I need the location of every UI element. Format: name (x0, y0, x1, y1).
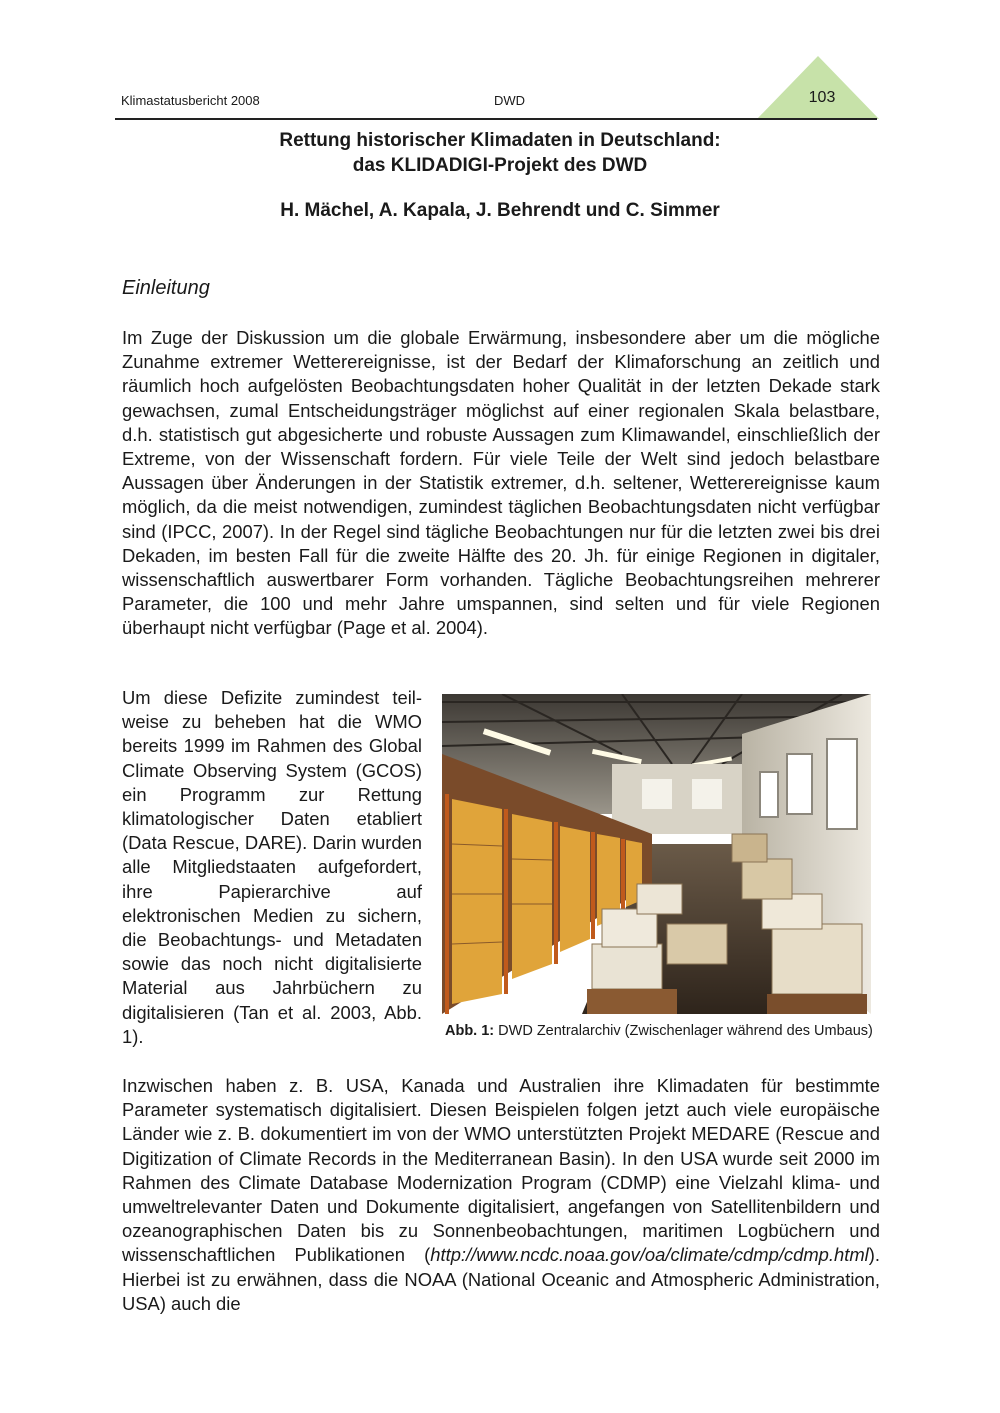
archive-photo (442, 694, 871, 1014)
cdmp-link[interactable]: http://www.ncdc.noaa.gov/oa/climate/cdmp/cdmp.html (430, 1244, 869, 1266)
running-header-title: Klimastatusbericht 2008 (121, 93, 260, 108)
paragraph-wmo: Um diese Defizite zumindest teilweise zu beheben hat die WMO bereits 1999 im Rahmen des Global Climate Observing System (GCOS) ein Programm zur Rettung klimatologischer Daten etabliert (Data Rescue, DARE). Darin wurden alle Mitgliedstaaten aufgefordert, ihre Papierarchive auf elektronischen Medien zu sichern, die Beobachtungs- und Metadaten sowie das noch nicht digitalisierte Material aus Jahrbüchern zu digitalisieren (Tan et al. 2003, Abb. 1). (122, 687, 422, 1047)
figure-caption-text: DWD Zentralarchiv (Zwischenlager während des Umbaus) (494, 1023, 873, 1039)
page-number-triangle (757, 56, 879, 119)
article-title (120, 128, 880, 178)
paragraph-digitization-continuation: ). Hierbei ist zu erwähnen, dass die NOAA (National Oceanic and Atmospheric Administration, USA) auch die (122, 1244, 880, 1314)
article-authors: H. Mächel, A. Kapala, J. Behrendt und C. Simmer (280, 200, 720, 221)
paragraph-introduction: Im Zuge der Diskussion um die globale Erwärmung, insbesondere aber um die mögliche Zunahme extremer Wetterereignisse, ist der Bedarf der Klimaforschung an zeitlich und räumlich hoch aufgelösten Beobachtungsdaten hoher Qualität in der letzten Dekade stark gewachsen, zumal Entscheidungsträger möglichst auf einer regionalen Skala belastbare, d.h. statistisch gut abgesicherte und robuste Aussagen zum Klimawandel, einschließlich der Extreme, von der Wissenschaft fordern. Für viele Teile der Welt sind jedoch belastbare Aussagen über Änderungen in der Statistik extremer, d.h. seltener, Wetterereignisse kaum möglich, da die meist notwendigen, zumindest täglichen Beobachtungsdaten nicht verfügbar sind (IPCC, 2007). In der Regel sind tägliche Beobachtungen nur für die letzten zwei bis drei Dekaden, im besten Fall für die zweite Hälfte des 20. Jh. für einige Regionen in digitaler, wissenschaftlich auswertbarer Form vorhanden. Tägliche Beobachtungsreihen mehrerer Parameter, die 100 und mehr Jahre umspannen, sind selten und für viele Regionen überhaupt nicht verfügbar (Page et al. 2004). (122, 327, 880, 639)
article-title-line-2: das KLIDADIGI-Projekt des DWD (352, 155, 648, 176)
paragraph-digitization (122, 1074, 880, 1316)
figure-caption (445, 1022, 881, 1041)
article-title-line-1: Rettung historischer Klimadaten in Deutschland: (279, 130, 721, 151)
header-rule (115, 118, 877, 120)
section-heading: Einleitung (122, 277, 210, 299)
paragraph-digitization-text: Inzwischen haben z. B. USA, Kanada und Australien ihre Klimadaten für bestimmte Parameter systematisch digitalisiert. Diesen Beispielen folgen jetzt auch viele europäische Länder wie z. B. dokumentiert im von der WMO unterstützten Projekt MEDARE (Rescue and Digitization of Climate Records in the Mediterranean Basin). In den USA wurde seit 2000 im Rahmen des Climate Database Modernization Program (CDMP) eine Vielzahl klima- und umweltrelevanter Daten und Dokumente digitalisiert, angefangen von Satellitenbildern und ozeanographischen Daten bis zu Sonnenbeobachtungen, maritimen Logbüchern und wissenschaftlichen Publikationen ( (122, 1075, 880, 1266)
running-header-publisher: DWD (494, 93, 526, 108)
page-number: 103 (808, 89, 836, 106)
figure-label: Abb. 1: (445, 1023, 495, 1039)
